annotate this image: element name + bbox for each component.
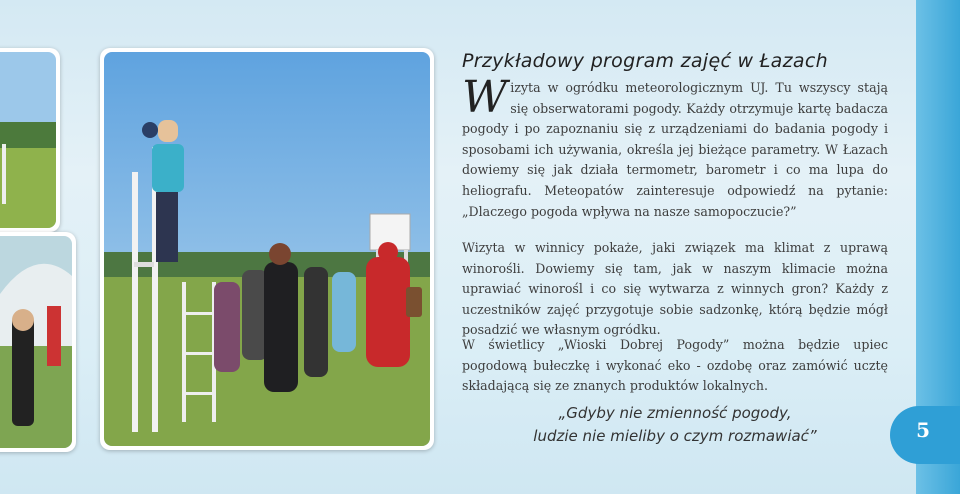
photo-weather-garden-edge	[0, 48, 60, 232]
page-number-tab	[890, 406, 960, 464]
photo-weather-garden-edge-image	[0, 52, 56, 228]
paragraph-weather-garden-text: izyta w ogródku meteorologicznym UJ. Tu wszyscy stają się obserwatorami pogody. Każdy otrzymuje kartę badacza pogody i po zapoznaniu się z urządzeniami do badania pogody i sposobami ich używania, określa jej bieżące parametry. W Łazach dowiemy się jak działa termometr, barometr i co ma lupa do heliografu. Meteopatów zainteresuje odpowiedź na pytanie: „Dlaczego pogoda wpływa na nasze samopoczucie?”	[462, 80, 888, 219]
page-title: Przykładowy program zajęć w Łazach	[462, 50, 828, 72]
photo-meteorological-station	[100, 48, 434, 450]
quote-line-1: „Gdyby nie zmienność pogody,	[558, 404, 792, 422]
paragraph-community-room: W świetlicy „Wioski Dobrej Pogody” można będzie upiec pogodową bułeczkę i wykonać eko - ozdobę oraz zamówić ucztę składającą się ze znanych produktów lokalnych.	[462, 337, 888, 394]
paragraph-vineyard: Wizyta w winnicy pokaże, jaki związek ma klimat z uprawą winorośli. Dowiemy się tam, jak w naszym klimacie można uprawiać winorośl i co się wytwarza z winnych gron? Każdy z uczestników zajęć przygotuje sobie sadzonkę, którą będzie mógł posadzić we własnym ogródku.	[462, 240, 888, 338]
page-number: 5	[916, 418, 930, 442]
photo-greenhouse	[0, 232, 76, 452]
drop-cap: W	[462, 72, 508, 123]
quote-line-2: ludzie nie mieliby o czym rozmawiać”	[533, 427, 817, 445]
closing-quote	[462, 402, 888, 448]
photo-greenhouse-image	[0, 236, 72, 448]
photo-meteorological-station-image	[104, 52, 430, 446]
paragraph-weather-garden	[462, 72, 888, 222]
